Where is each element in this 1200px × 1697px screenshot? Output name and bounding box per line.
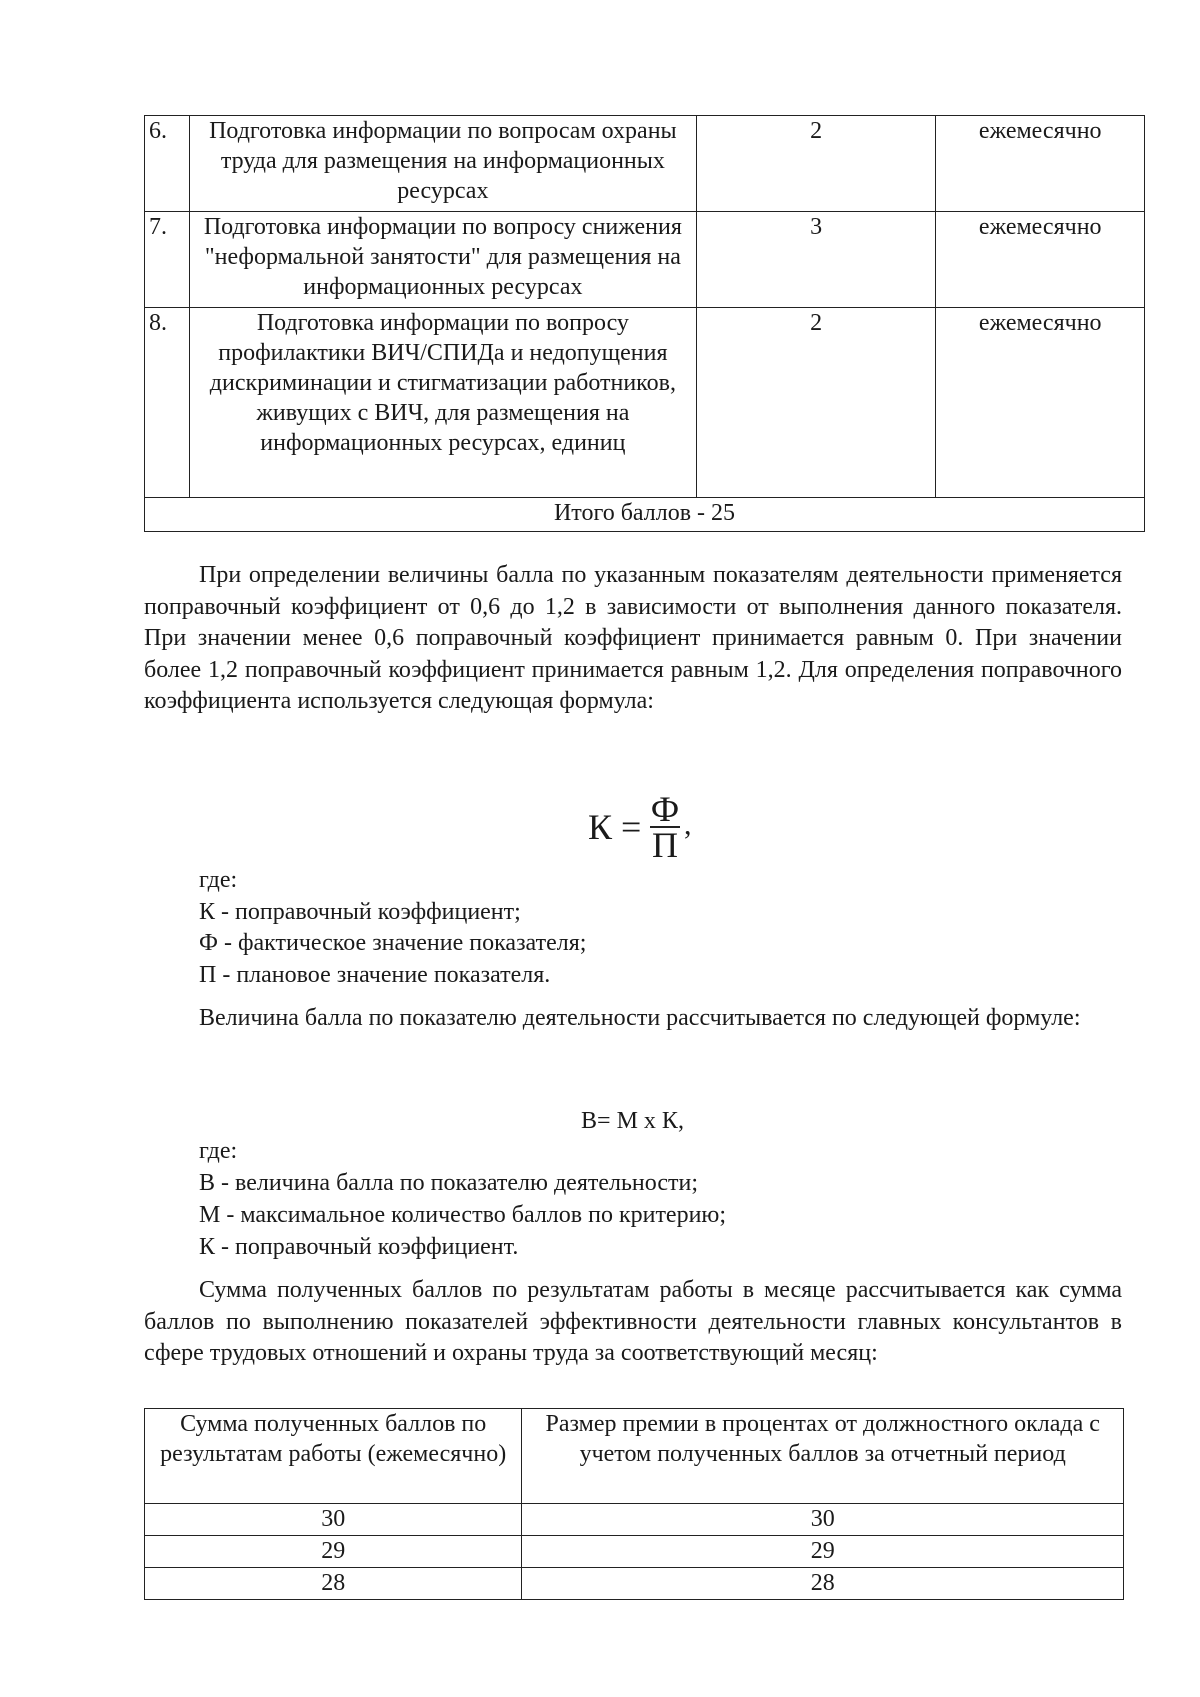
indicator-points: 2 — [696, 116, 936, 212]
indicator-period: ежемесячно — [936, 116, 1145, 212]
indicator-period: ежемесячно — [936, 212, 1145, 308]
indicator-period: ежемесячно — [936, 308, 1145, 498]
formula-denominator: П — [652, 825, 678, 865]
indicator-name: Подготовка информации по вопросу снижения "неформальной занятости" для размещения на информационных ресурсах — [189, 212, 696, 308]
legend-item: К - поправочный коэффициент; — [199, 899, 521, 925]
legend-item: Ф - фактическое значение показателя; — [199, 930, 587, 956]
score-formula: В= М х К, — [581, 1108, 684, 1134]
formula-fraction — [648, 789, 682, 865]
paragraph-score: Величина балла по показателю деятельности рассчитывается по следующей формуле: — [199, 1005, 1081, 1031]
indicators-table — [144, 115, 1145, 532]
formula-lhs: К = — [588, 807, 642, 847]
column-header: Сумма полученных баллов по результатам работы (ежемесячно) — [145, 1409, 522, 1504]
total-row — [145, 498, 1145, 532]
row-number: 8. — [145, 308, 190, 498]
legend-item: В - величина балла по показателю деятельности; — [199, 1170, 699, 1196]
row-number: 6. — [145, 116, 190, 212]
table-row — [145, 116, 1145, 212]
indicator-points: 2 — [696, 308, 936, 498]
where-label: где: — [199, 867, 238, 893]
row-number: 7. — [145, 212, 190, 308]
column-header: Размер премии в процентах от должностного оклада с учетом полученных баллов за отчетный период — [522, 1409, 1124, 1504]
table-cell: 29 — [522, 1536, 1124, 1568]
legend-item: М - максимальное количество баллов по критерию; — [199, 1202, 727, 1228]
table-row — [145, 212, 1145, 308]
paragraph-sum: Сумма полученных баллов по результатам работы в месяце рассчитывается как сумма баллов по выполнению показателей эффективности деятельности главных консультантов в сфере трудовых отношений и охраны труда за соответствующий месяц: — [144, 1277, 1122, 1366]
table-cell: 28 — [145, 1568, 522, 1600]
where-label: где: — [199, 1138, 238, 1164]
table-cell: 29 — [145, 1536, 522, 1568]
formula-tail: , — [684, 808, 692, 841]
coefficient-formula — [588, 789, 698, 865]
table-row — [145, 1504, 1124, 1536]
legend-item: П - плановое значение показателя. — [199, 962, 551, 988]
bonus-table — [144, 1408, 1124, 1600]
table-header-row — [145, 1409, 1124, 1504]
indicator-points: 3 — [696, 212, 936, 308]
legend-item: К - поправочный коэффициент. — [199, 1234, 519, 1260]
table-cell: 28 — [522, 1568, 1124, 1600]
table-row — [145, 1568, 1124, 1600]
table-cell: 30 — [522, 1504, 1124, 1536]
formula-numerator: Ф — [650, 789, 680, 829]
table-row — [145, 308, 1145, 498]
table-row — [145, 1536, 1124, 1568]
table-cell: 30 — [145, 1504, 522, 1536]
indicator-name: Подготовка информации по вопросу профилактики ВИЧ/СПИДа и недопущения дискриминации и стигматизации работников, живущих с ВИЧ, для размещения на информационных ресурсах, единиц — [189, 308, 696, 498]
indicator-name: Подготовка информации по вопросам охраны труда для размещения на информационных ресурсах — [189, 116, 696, 212]
total-points: Итого баллов - 25 — [145, 498, 1145, 532]
paragraph-coefficient: При определении величины балла по указанным показателям деятельности применяется поправочный коэффициент от 0,6 до 1,2 в зависимости от выполнения данного показателя. При значении менее 0,6 поправочный коэффициент принимается равным 0. При значении более 1,2 поправочный коэффициент принимается равным 1,2. Для определения поправочного коэффициента используется следующая формула: — [144, 562, 1122, 714]
